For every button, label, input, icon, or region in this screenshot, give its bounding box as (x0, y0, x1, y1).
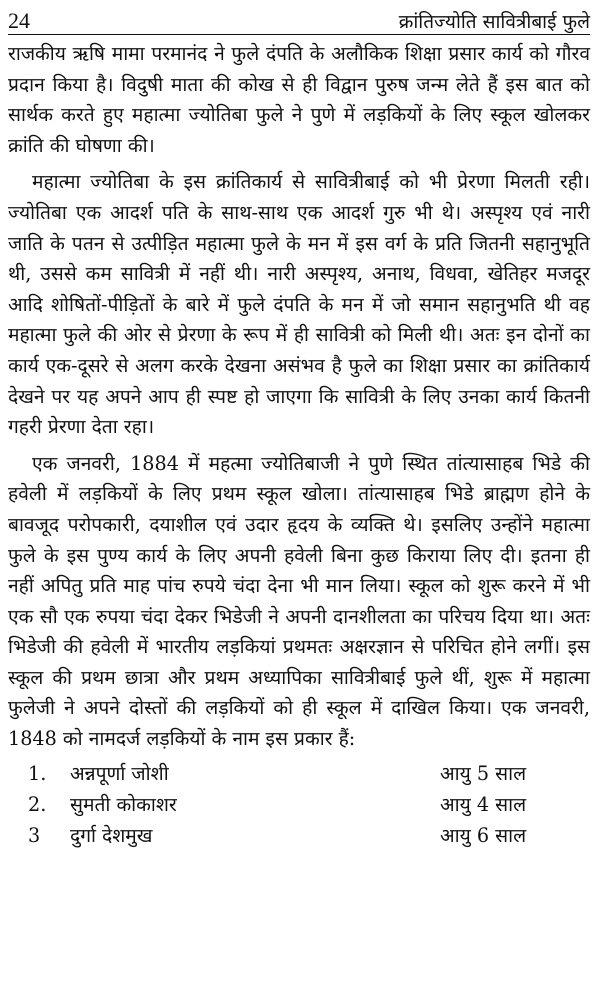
student-name: सुमती कोकाशर (70, 792, 177, 816)
list-item (8, 759, 590, 790)
student-name: अन्नपूर्णा जोशी (70, 761, 169, 785)
student-list (8, 759, 590, 852)
paragraph-2: महात्मा ज्योतिबा के इस क्रांतिकार्य से सावित्रीबाई को भी प्रेरणा मिलती रही। ज्योतिबा एक आदर्श पति के साथ-साथ एक आदर्श गुरु भी थे। अस्पृश्य एवं नारी जाति के पतन से उत्पीड़ित महात्मा फुले के मन में इस वर्ग के प्रति जितनी सहानुभूति थी, उससे कम सावित्री में नहीं थी। नारी अस्पृश्य, अनाथ, विधवा, खेतिहर मजदूर आदि शोषितों-पीड़ितों के बारे में फुले दंपति के मन में जो समान सहानुभति थी वह महात्मा फुले की ओर से प्रेरणा के रूप में ही सावित्री को मिली थी। अतः इन दोनों का कार्य एक-दूसरे से अलग करके देखना असंभव है फुले का शिक्षा प्रसार का क्रांतिकार्य देखने पर यह अपने आप ही स्पष्ट हो जाएगा कि सावित्री के लिए उनका कार्य कितनी गहरी प्रेरणा देता रहा। (8, 170, 590, 439)
list-item (8, 790, 590, 821)
paragraph-1: राजकीय ऋषि मामा परमानंद ने फुले दंपति के अलौकिक शिक्षा प्रसार कार्य को गौरव प्रदान किया है। विदुषी माता की कोख से ही विद्वान पुरुष जन्म लेते हैं इस बात को सार्थक करते हुए महात्मा ज्योतिबा फुले ने पुणे में लड़कियों के लिए स्कूल खोलकर क्रांति की घोषणा की। (8, 42, 590, 157)
student-age: आयु 4 साल (440, 792, 527, 816)
page-body (8, 39, 590, 852)
running-title: क्रांतिज्योति सावित्रीबाई फुले (398, 11, 590, 33)
list-item-number: 2. (28, 792, 47, 816)
student-age: आयु 6 साल (440, 823, 527, 847)
list-item-number: 1. (28, 761, 47, 785)
student-name: दुर्गा देशमुख (70, 823, 153, 847)
list-item (8, 821, 590, 852)
list-item-number: 3 (28, 823, 41, 847)
page-header (8, 0, 590, 35)
paragraph-3: एक जनवरी, 1884 में महत्मा ज्योतिबाजी ने पुणे स्थित तांत्यासाहब भिडे की हवेली में लड़कियों के लिए प्रथम स्कूल खोला। तांत्यासाहब भिडे ब्राह्मण होने के बावजूद परोपकारी, दयाशील एवं उदार हृदय के व्यक्ति थे। इसलिए उन्होंने महात्मा फुले के इस पुण्य कार्य के लिए अपनी हवेली बिना कुछ किराया लिए दी। इतना ही नहीं अपितु प्रति माह पांच रुपये चंदा देना भी मान लिया। स्कूल को शुरू करने में भी एक सौ एक रुपया चंदा देकर भिडेजी ने अपनी दानशीलता का परिचय दिया था। अतः भिडेजी की हवेली में भारतीय लड़कियां प्रथमतः अक्षरज्ञान से परिचित होने लगीं। इस स्कूल की प्रथम छात्रा और प्रथम अध्यापिका सावित्रीबाई फुले थीं, शुरू में महात्मा फुलेजी ने अपने दोस्तों की लड़कियों को ही स्कूल में दाखिल किया। एक जनवरी, 1848 को नामदर्ज लड़कियों के नाम इस प्रकार हैं: (8, 451, 590, 751)
student-age: आयु 5 साल (440, 761, 527, 785)
page-number: 24 (8, 8, 30, 33)
